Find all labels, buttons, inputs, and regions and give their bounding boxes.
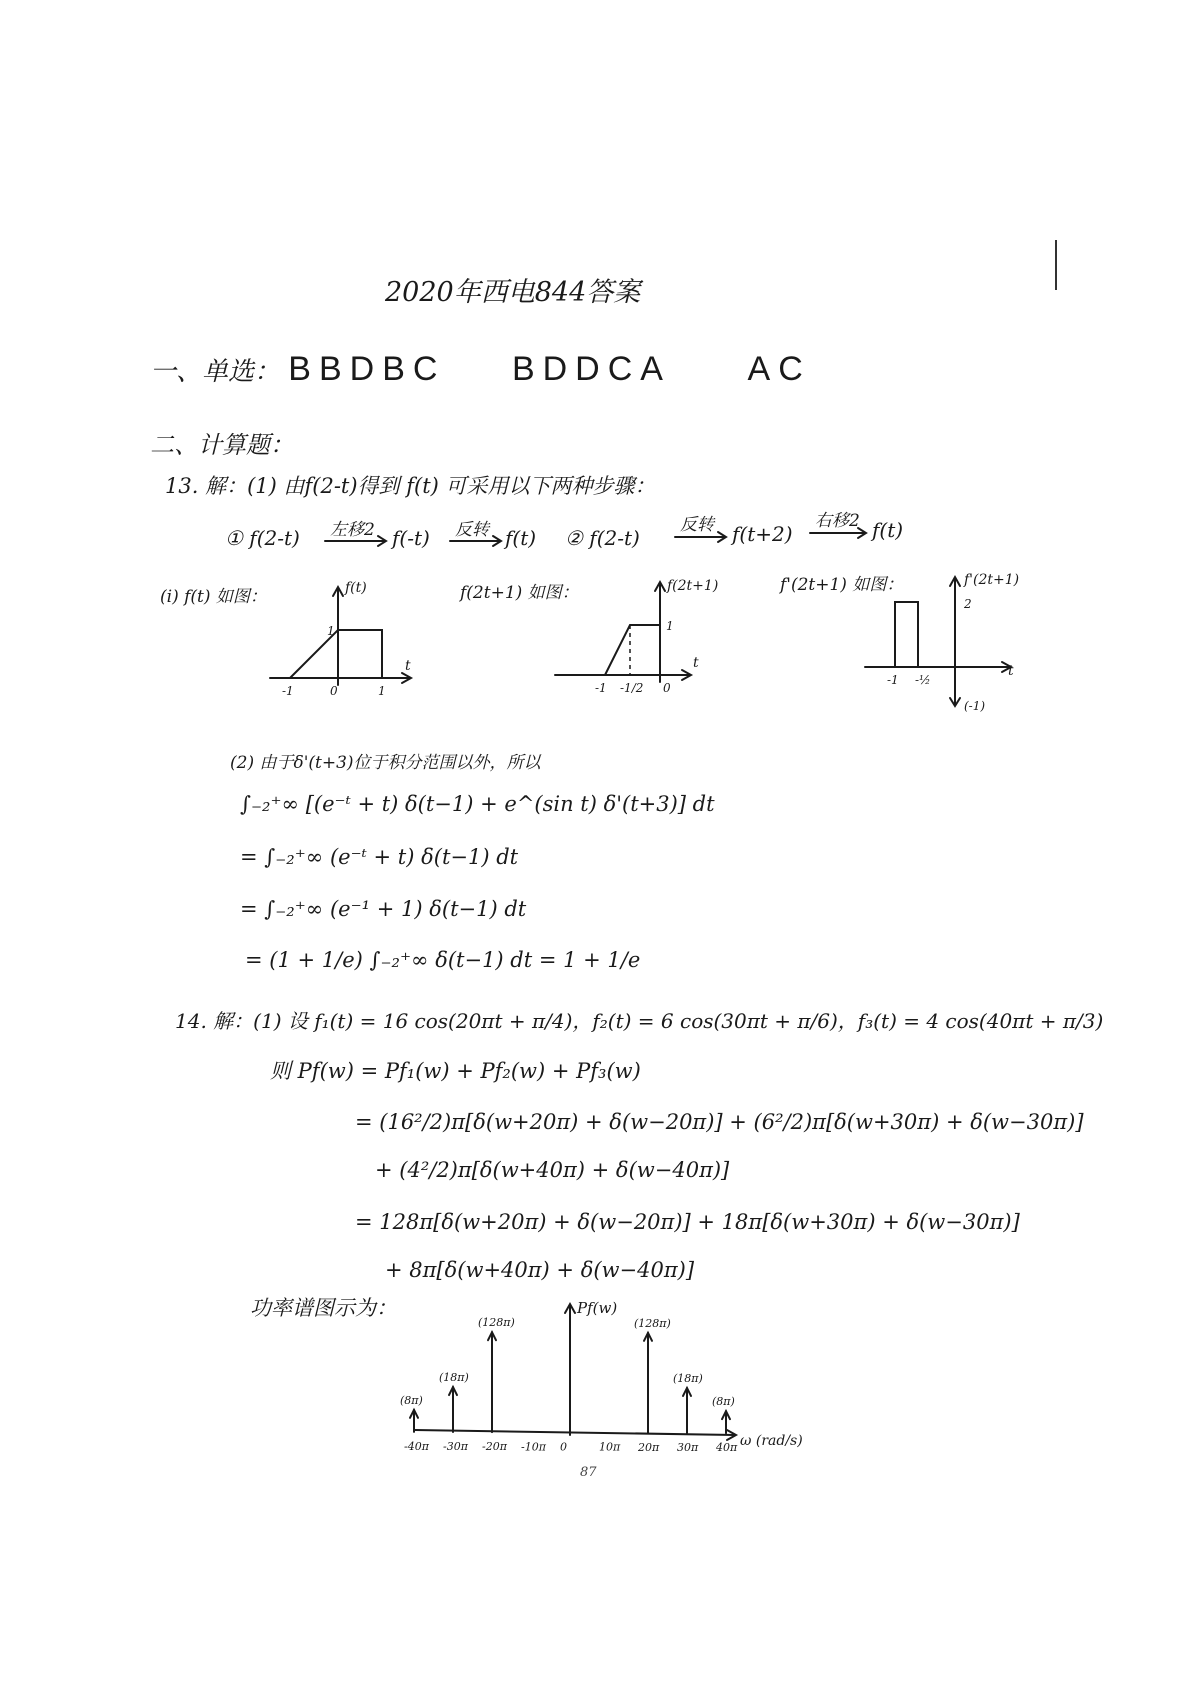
spectrum-tick-label: 40π [716, 1441, 738, 1455]
spectrum-tick-label: -20π [482, 1440, 507, 1454]
g2-xlabel: t [693, 655, 699, 671]
spectrum-tick-label: 20π [638, 1440, 660, 1454]
g3-tick-neg1: -1 [887, 673, 899, 687]
step2-mid: f(t+2) [732, 522, 793, 546]
spectrum-impulse-label: (18π) [673, 1371, 703, 1385]
step1-start: ① f(2-t) [225, 526, 300, 550]
step2-op2: 右移2 [815, 511, 860, 531]
q13-eq3: = ∫₋₂⁺∞ (e⁻¹ + 1) δ(t−1) dt [240, 897, 527, 921]
step2-start: ② f(2-t) [565, 526, 640, 550]
q14-e4: = 128π[δ(w+20π) + δ(w−20π)] + 18π[δ(w+30π) + δ(w−30π)] [355, 1210, 1020, 1234]
spectrum-ylabel: Pf(w) [577, 1299, 618, 1317]
graph3-caption: f'(2t+1) 如图： [780, 575, 904, 595]
section-2-heading: 二、计算题： [150, 431, 294, 459]
g3-ylabel: f'(2t+1) [964, 572, 1020, 588]
spectrum-tick-label: 0 [560, 1440, 567, 1454]
g2-ylabel: f(2t+1) [667, 578, 719, 594]
spectrum-impulse-label: (128π) [634, 1316, 671, 1330]
g3-tick-half: -½ [915, 673, 931, 687]
spectrum-impulse-label: (8π) [712, 1395, 735, 1409]
step1-mid: f(-t) [392, 526, 430, 550]
step1-op1: 左移2 [330, 520, 375, 540]
q14-e3: + (4²/2)π[δ(w+40π) + δ(w−40π)] [375, 1158, 730, 1182]
g1-tick-0: 0 [330, 684, 338, 698]
mc-label: 一、单选： [150, 357, 281, 387]
step2-end: f(t) [872, 518, 904, 542]
q14-e1: 则 Pf(w) = Pf₁(w) + Pf₂(w) + Pf₃(w) [270, 1059, 641, 1083]
g1-xlabel: t [405, 658, 411, 674]
step1-op2: 反转 [455, 520, 489, 540]
g2-tick-neg1: -1 [595, 681, 607, 695]
spectrum-tick-label: 10π [599, 1440, 621, 1454]
q13-part2-intro: (2) 由于δ'(t+3)位于积分范围以外，所以 [230, 753, 541, 773]
page-title: 2020年西电844答案 [385, 277, 641, 308]
q13-steps [0, 0, 1190, 560]
spectrum-tick-label: 30π [677, 1440, 699, 1454]
spectrum-tick-label: -30π [443, 1440, 468, 1454]
step2-op1: 反转 [680, 515, 714, 535]
g1-tick-1: 1 [378, 684, 386, 698]
graph-f-prime-2t-plus-1 [860, 570, 1040, 720]
graph-f-t [260, 580, 430, 698]
graph1-caption: (i) f(t) 如图： [160, 587, 267, 607]
q13-eq4: = (1 + 1/e) ∫₋₂⁺∞ δ(t−1) dt = 1 + 1/e [245, 948, 641, 972]
q13-eq1: ∫₋₂⁺∞ [(e⁻ᵗ + t) δ(t−1) + e^(sin t) δ'(t+3)] dt [240, 792, 715, 816]
g1-ylabel: f(t) [345, 580, 367, 596]
mc-group-1: BBDBC [288, 350, 446, 388]
graph2-caption: f(2t+1) 如图： [460, 583, 579, 603]
g3-two: 2 [964, 597, 972, 611]
q13-eq2: = ∫₋₂⁺∞ (e⁻ᵗ + t) δ(t−1) dt [240, 845, 519, 869]
mc-group-2: BDDCA [511, 350, 671, 388]
q14-e5: + 8π[δ(w+40π) + δ(w−40π)] [385, 1258, 695, 1282]
spectrum-impulse-label: (18π) [439, 1371, 469, 1385]
g2-one: 1 [666, 619, 674, 633]
spectrum-tick-label: -40π [404, 1439, 429, 1453]
g1-one: 1 [327, 624, 335, 638]
g3-neg: (-1) [964, 699, 986, 713]
q14-intro: 14. 解：(1) 设 f₁(t) = 16 cos(20πt + π/4)，f₂(t) = 6 cos(30πt + π/6)，f₃(t) = 4 cos(40πt + π/3) [175, 1009, 1104, 1033]
g1-tick-neg1: -1 [282, 684, 294, 698]
q14-spectrum-caption: 功率谱图示为： [250, 1296, 397, 1320]
g2-tick-half: -1/2 [620, 681, 644, 695]
mc-group-3: AC [747, 350, 811, 388]
g3-xlabel: t [1008, 663, 1014, 679]
spectrum-tick-label: -10π [521, 1440, 546, 1454]
q14-e2: = (16²/2)π[δ(w+20π) + δ(w−20π)] + (6²/2)π[δ(w+30π) + δ(w−30π)] [355, 1110, 1084, 1134]
spectrum-impulse-label: (128π) [478, 1316, 515, 1330]
page-number: 87 [580, 1465, 597, 1480]
graph-f-2t-plus-1 [550, 575, 720, 695]
q13-intro: 13. 解：(1) 由f(2-t)得到 f(t) 可采用以下两种步骤： [165, 474, 656, 498]
spectrum-xlabel: ω (rad/s) [740, 1433, 803, 1449]
step1-end: f(t) [505, 526, 537, 550]
power-spectrum-plot [395, 1295, 825, 1465]
g2-tick-0: 0 [663, 681, 671, 695]
spectrum-impulse-label: (8π) [400, 1393, 423, 1407]
